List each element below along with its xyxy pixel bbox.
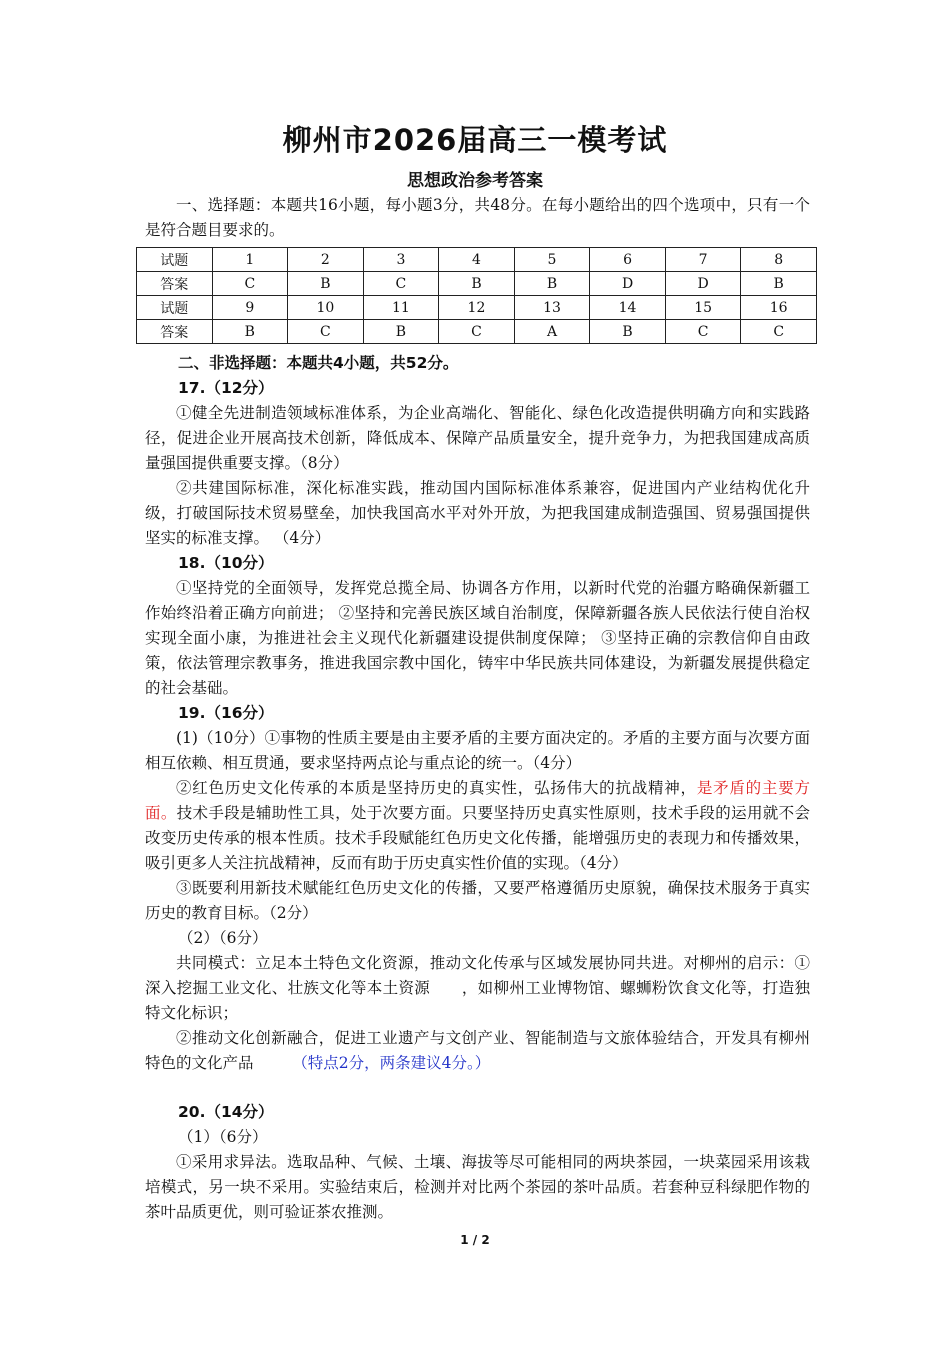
row-label: 试题	[137, 296, 213, 320]
answer-cell: C	[212, 272, 288, 296]
q18-points: ①坚持党的全面领导，发挥党总揽全局、协调各方作用，以新时代党的治疆方略确保新疆工作始终沿着正确方向前进； ②坚持和完善民族区域自治制度，保障新疆各族人民依法行使自治权实现全面小康，为推进社会主义现代化新疆建设提供制度保障； ③坚持正确的宗教信仰自由政策，依法管理宗教事务，推进我国宗教中国化，铸牢中华民族共同体建设，为新疆发展提供稳定的社会基础。	[145, 579, 810, 697]
answer-cell: C	[665, 320, 741, 344]
answer-cell: C	[288, 320, 364, 344]
page-subtitle: 思想政治参考答案	[407, 171, 543, 191]
question-number: 1	[212, 248, 288, 272]
section1-intro: 一、选择题：本题共16小题，每小题3分，共48分。在每小题给出的四个选项中，只有一个是符合题目要求的。	[145, 196, 810, 239]
section2-heading: 二、非选择题：本题共4小题，共52分。	[178, 354, 459, 372]
question-number: 3	[363, 248, 439, 272]
answer-cell: B	[212, 320, 288, 344]
table-row	[137, 296, 817, 320]
q17-point-1: ①健全先进制造领域标准体系，为企业高端化、智能化、绿色化改造提供明确方向和实践路径，促进企业开展高技术创新，降低成本、保障产品质量安全，提升竞争力，为把我国建成高质量强国提供重要支撑。（8分）	[145, 404, 810, 472]
q19-part2-point-2	[145, 1026, 810, 1076]
page-title: 柳州市2026届高三一模考试	[282, 123, 668, 157]
question-number: 5	[514, 248, 590, 272]
question-number: 13	[514, 296, 590, 320]
q20-heading: 20.（14分）	[178, 1103, 274, 1121]
q17-point-2: ②共建国际标准，深化标准实践，推动国内国际标准体系兼容，促进国内产业结构优化升级，打破国际技术贸易壁垒，加快我国高水平对外开放，为把我国建成制造强国、贸易强国提供坚实的标准支撑。 （4分）	[145, 479, 810, 547]
page-number: 1 / 2	[460, 1233, 490, 1247]
q20-part1-heading: （1）（6分）	[178, 1128, 268, 1146]
q17-heading: 17.（12分）	[178, 379, 274, 397]
answer-cell: B	[288, 272, 364, 296]
q19-point-2-text-a: ②红色历史文化传承的本质是坚持历史的真实性，弘扬伟大的抗战精神，	[176, 779, 697, 797]
answer-cell: C	[363, 272, 439, 296]
question-number: 4	[439, 248, 515, 272]
question-number: 12	[439, 296, 515, 320]
question-number: 15	[665, 296, 741, 320]
question-number: 9	[212, 296, 288, 320]
question-number: 16	[741, 296, 817, 320]
q19-part1-point-1: (1)（10分）①事物的性质主要是由主要矛盾的主要方面决定的。矛盾的主要方面与次要方面相互依赖、相互贯通，要求坚持两点论与重点论的统一。（4分）	[145, 729, 810, 772]
answer-cell: B	[741, 272, 817, 296]
question-number: 10	[288, 296, 364, 320]
table-row	[137, 320, 817, 344]
q19-point-5-text: ②推动文化创新融合，促进工业遗产与文创产业、智能制造与文旅体验结合，开发具有柳州特色的文化产品	[145, 1029, 810, 1072]
q19-point-2-text-b: 技术手段是辅助性工具，处于次要方面。只要坚持历史真实性原则，技术手段的运用就不会改变历史传承的根本性质。技术手段赋能红色历史文化传播，能增强历史的表现力和传播效果，吸引更多人关注抗战精神，反而有助于历史真实性价值的实现。（4分）	[145, 804, 810, 872]
q19-part1-point-3: ③既要利用新技术赋能红色历史文化的传播，又要严格遵循历史原貌，确保技术服务于真实历史的教育目标。（2分）	[145, 879, 810, 922]
answer-cell: B	[590, 320, 666, 344]
answer-cell: B	[514, 272, 590, 296]
q20-part1-point-1: ①采用求异法。选取品种、气候、土壤、海拔等尽可能相同的两块茶园，一块菜园采用该栽培模式，另一块不采用。实验结束后，检测并对比两个茶园的茶叶品质。若套种豆科绿肥作物的茶叶品质更优，则可验证茶农推测。	[145, 1153, 810, 1221]
answer-cell: C	[741, 320, 817, 344]
q19-highlight-red: 是矛盾的主要方面。	[145, 779, 810, 822]
answer-cell: D	[665, 272, 741, 296]
q19-part1-point-2	[145, 776, 810, 876]
question-number: 6	[590, 248, 666, 272]
row-label: 答案	[137, 320, 213, 344]
answer-cell: D	[590, 272, 666, 296]
row-label: 答案	[137, 272, 213, 296]
answer-cell: C	[439, 320, 515, 344]
answer-cell: B	[439, 272, 515, 296]
q18-heading: 18.（10分）	[178, 554, 274, 572]
question-number: 2	[288, 248, 364, 272]
answer-table	[136, 247, 817, 344]
q19-part2-heading: （2）（6分）	[178, 929, 268, 947]
answer-cell: B	[363, 320, 439, 344]
question-number: 11	[363, 296, 439, 320]
question-number: 8	[741, 248, 817, 272]
table-row	[137, 248, 817, 272]
q19-part2-point-1: 共同模式：立足本土特色文化资源，推动文化传承与区域发展协同共进。对柳州的启示：①深入挖掘工业文化、壮族文化等本土资源 ，如柳州工业博物馆、螺蛳粉饮食文化等，打造独特文化标识；	[145, 954, 810, 1022]
row-label: 试题	[137, 248, 213, 272]
question-number: 14	[590, 296, 666, 320]
question-number: 7	[665, 248, 741, 272]
answer-cell: A	[514, 320, 590, 344]
table-row	[137, 272, 817, 296]
q19-heading: 19.（16分）	[178, 704, 274, 722]
q19-score-note-blue: （特点2分，两条建议4分。）	[300, 1054, 491, 1072]
